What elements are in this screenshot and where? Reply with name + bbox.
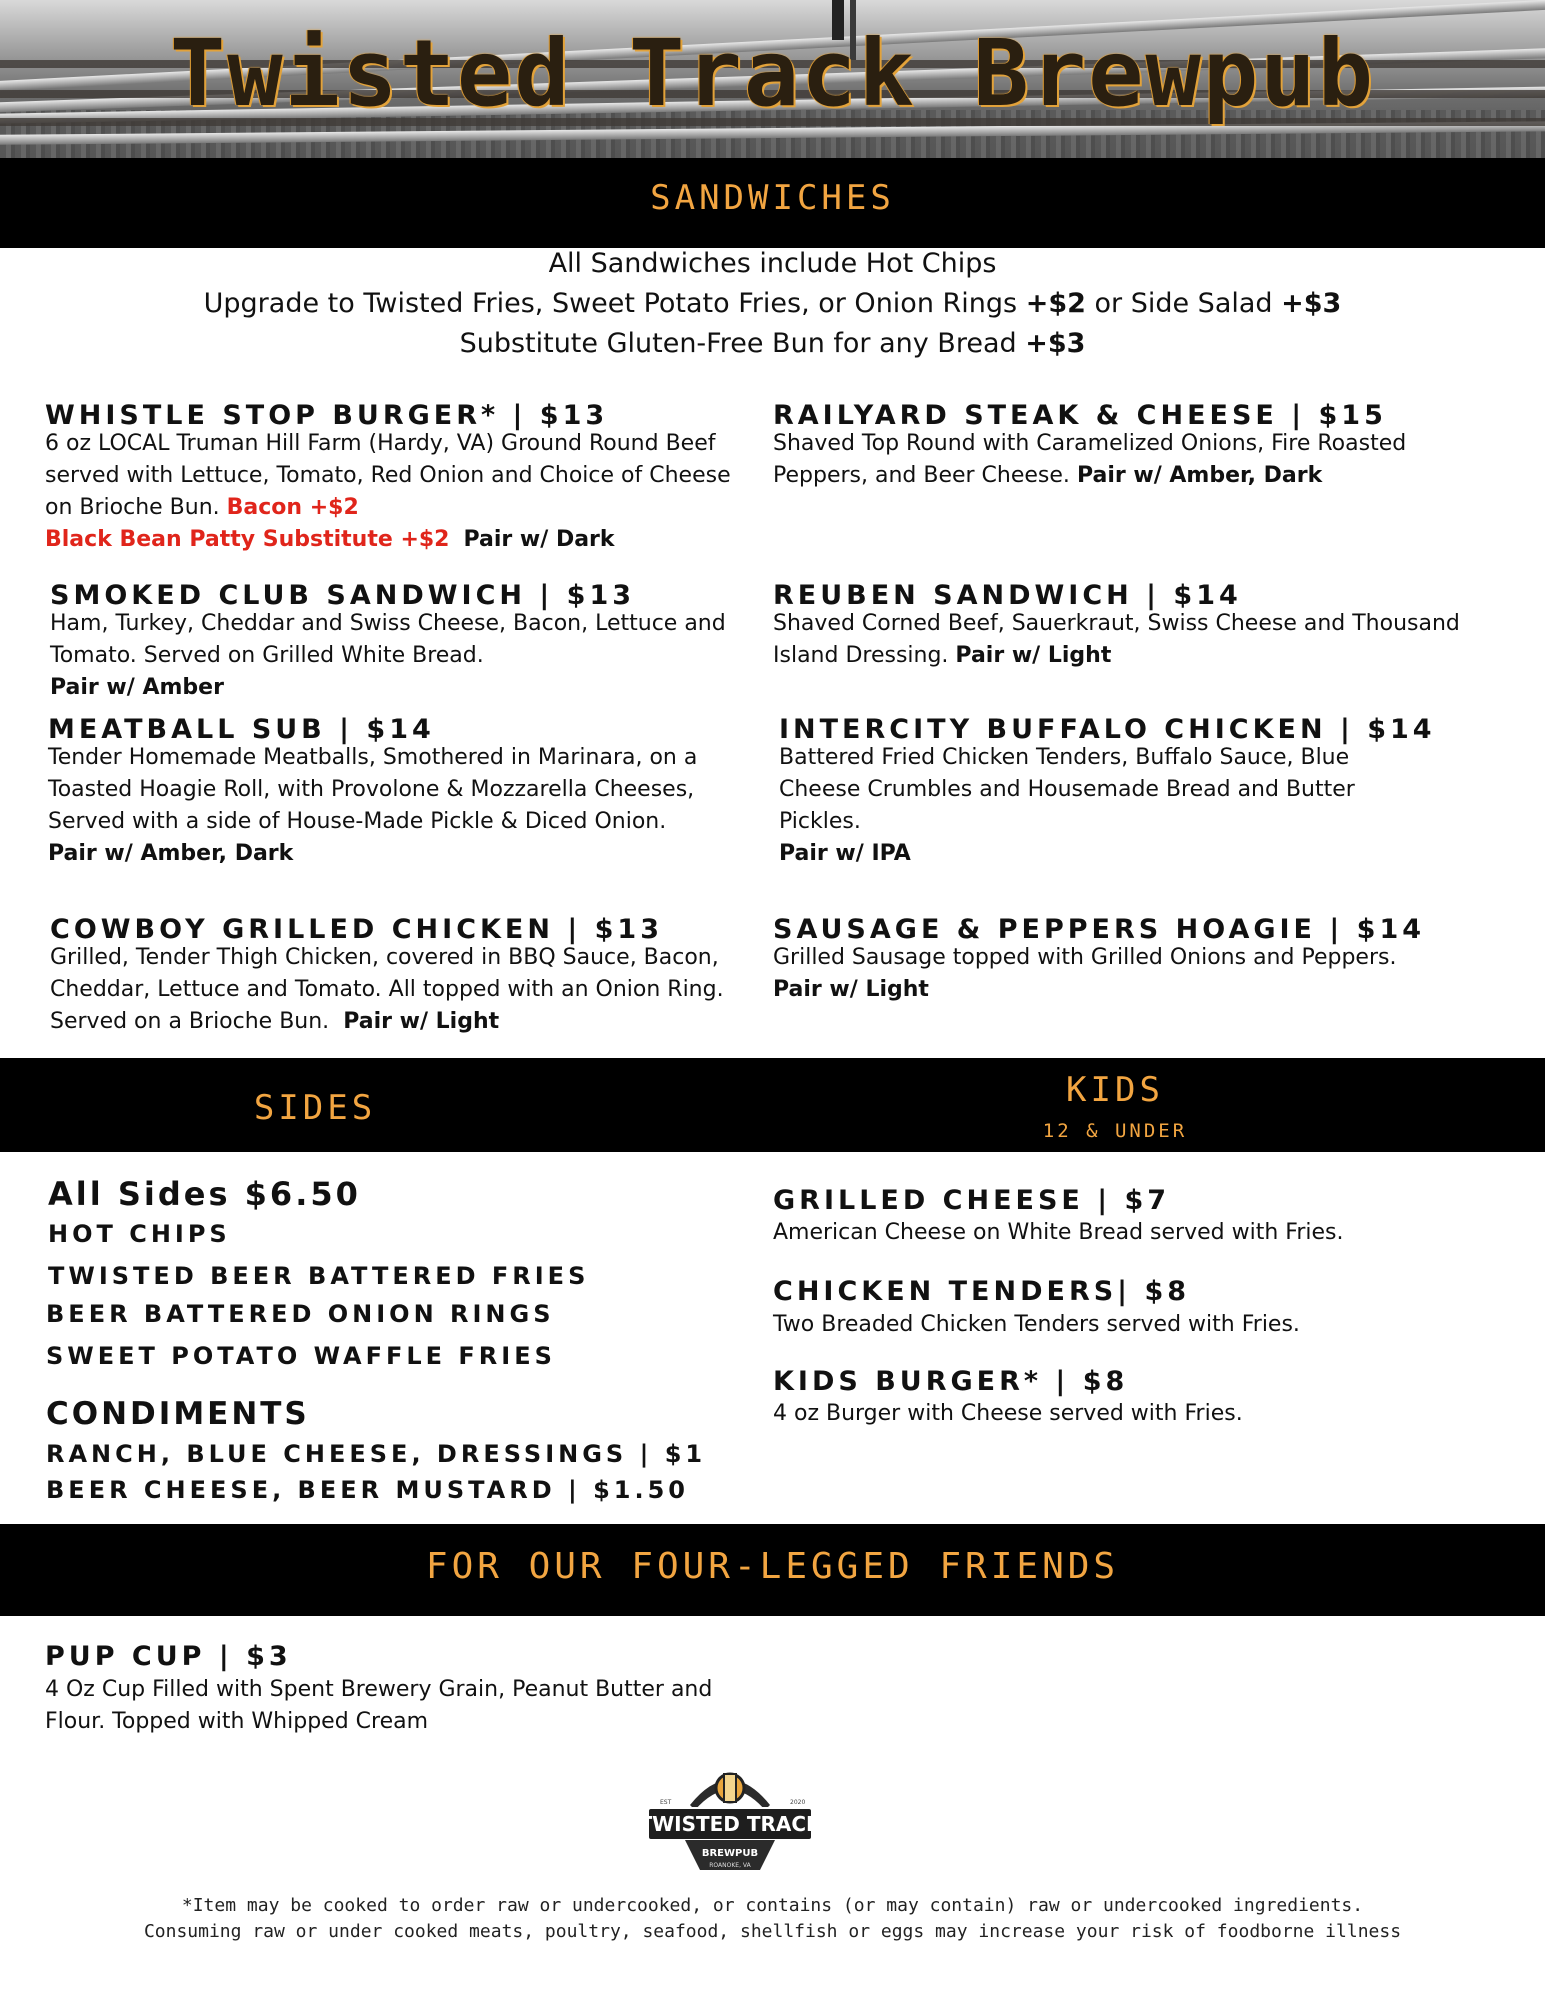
kids-item-desc: Two Breaded Chicken Tenders served with Fries. xyxy=(773,1312,1300,1337)
menu-item-desc: 6 oz LOCAL Truman Hill Farm (Hardy, VA) Ground Round Beef served with Lettuce, Tomato, Red Onion and Choice of Cheese on Brioche Bun. Bacon +$2 Black Bean Patty Substitute +$2 Pair w/ Dark xyxy=(45,431,731,552)
menu-item-desc: Shaved Corned Beef, Sauerkraut, Swiss Cheese and Thousand Island Dressing. Pair w/ Light xyxy=(773,611,1460,668)
menu-item-desc: Ham, Turkey, Cheddar and Swiss Cheese, Bacon, Lettuce and Tomato. Served on Grilled White Bread. Pair w/ Amber xyxy=(50,611,726,700)
sandwiches-heading: SANDWICHES xyxy=(650,178,895,218)
side-item: TWISTED BEER BATTERED FRIES xyxy=(48,1262,590,1290)
logo-wordmark: TWISTED TRACK xyxy=(640,1812,820,1836)
menu-item-title: SAUSAGE & PEPPERS HOAGIE | $14 xyxy=(773,914,1426,945)
footnote xyxy=(0,1893,1545,1945)
menu-item-title: RAILYARD STEAK & CHEESE | $15 xyxy=(773,400,1387,431)
side-item: BEER BATTERED ONION RINGS xyxy=(46,1300,555,1328)
pets-band xyxy=(0,1524,1545,1616)
sandwiches-intro-line1: All Sandwiches include Hot Chips xyxy=(548,248,997,279)
brand-title: Twisted Track Brewpub xyxy=(169,20,1376,127)
sandwiches-intro-line2: Upgrade to Twisted Fries, Sweet Potato Fries, or Onion Rings +$2 or Side Salad +$3 xyxy=(203,288,1342,319)
condiment-item: BEER CHEESE, BEER MUSTARD | $1.50 xyxy=(46,1476,690,1504)
kids-item-title: KIDS BURGER* | $8 xyxy=(773,1366,1129,1397)
brewpub-logo xyxy=(640,1760,820,1880)
condiments-heading: CONDIMENTS xyxy=(46,1396,310,1432)
condiment-item: RANCH, BLUE CHEESE, DRESSINGS | $1 xyxy=(46,1440,707,1468)
kids-item-desc: 4 oz Burger with Cheese served with Fries. xyxy=(773,1401,1243,1426)
menu-item-desc: Grilled, Tender Thigh Chicken, covered in BBQ Sauce, Bacon, Cheddar, Lettuce and Tomato. All topped with an Onion Ring. Served on a Brioche Bun. Pair w/ Light xyxy=(50,945,724,1034)
sandwiches-band xyxy=(0,158,1545,248)
menu-item-title: REUBEN SANDWICH | $14 xyxy=(773,580,1242,611)
logo-location: ROANOKE, VA xyxy=(709,1862,751,1869)
pets-heading: FOR OUR FOUR-LEGGED FRIENDS xyxy=(425,1546,1120,1587)
menu-item-title: INTERCITY BUFFALO CHICKEN | $14 xyxy=(779,714,1436,745)
menu-item-desc: Grilled Sausage topped with Grilled Onions and Peppers. Pair w/ Light xyxy=(773,945,1397,1002)
logo-est-year: 2020 xyxy=(790,1799,806,1806)
kids-item-title: GRILLED CHEESE | $7 xyxy=(773,1185,1171,1216)
pets-item-desc: 4 Oz Cup Filled with Spent Brewery Grain, Peanut Butter and Flour. Topped with Whipped Cream xyxy=(45,1677,713,1734)
logo-sub: BREWPUB xyxy=(701,1848,759,1859)
footnote-line1: *Item may be cooked to order raw or undercooked, or contains (or may contain) raw or undercooked ingredients. xyxy=(181,1895,1364,1916)
menu-item-desc: Battered Fried Chicken Tenders, Buffalo Sauce, Blue Cheese Crumbles and Housemade Bread and Butter Pickles. Pair w/ IPA xyxy=(779,745,1355,866)
kids-heading: KIDS xyxy=(1066,1070,1164,1110)
menu-item-title: MEATBALL SUB | $14 xyxy=(48,714,435,745)
side-item: SWEET POTATO WAFFLE FRIES xyxy=(46,1342,556,1370)
sides-heading: SIDES xyxy=(253,1088,377,1128)
pets-item-title: PUP CUP | $3 xyxy=(45,1641,292,1672)
menu-item-title: WHISTLE STOP BURGER* | $13 xyxy=(45,400,609,431)
menu-item-title: SMOKED CLUB SANDWICH | $13 xyxy=(50,580,636,611)
kids-item-title: CHICKEN TENDERS| $8 xyxy=(773,1276,1191,1307)
logo-est-label: EST xyxy=(660,1799,672,1806)
kids-subheading: 12 & UNDER xyxy=(1042,1120,1188,1142)
menu-item-desc: Tender Homemade Meatballs, Smothered in Marinara, on a Toasted Hoagie Roll, with Provolone & Mozzarella Cheeses, Served with a side of House-Made Pickle & Diced Onion. Pair w/ Amber, Dark xyxy=(48,745,698,866)
side-item: HOT CHIPS xyxy=(48,1220,231,1248)
footnote-line2: Consuming raw or under cooked meats, poultry, seafood, shellfish or eggs may increase your risk of foodborne illness xyxy=(143,1921,1402,1942)
menu-item-title: COWBOY GRILLED CHICKEN | $13 xyxy=(50,914,663,945)
sandwiches-intro-line3: Substitute Gluten-Free Bun for any Bread +$3 xyxy=(459,328,1086,359)
sides-kids-band xyxy=(0,1058,1545,1152)
sides-price-heading: All Sides $6.50 xyxy=(48,1175,361,1213)
kids-item-desc: American Cheese on White Bread served with Fries. xyxy=(773,1220,1344,1245)
menu-item-desc: Shaved Top Round with Caramelized Onions, Fire Roasted Peppers, and Beer Cheese. Pair w/ Amber, Dark xyxy=(773,431,1407,488)
